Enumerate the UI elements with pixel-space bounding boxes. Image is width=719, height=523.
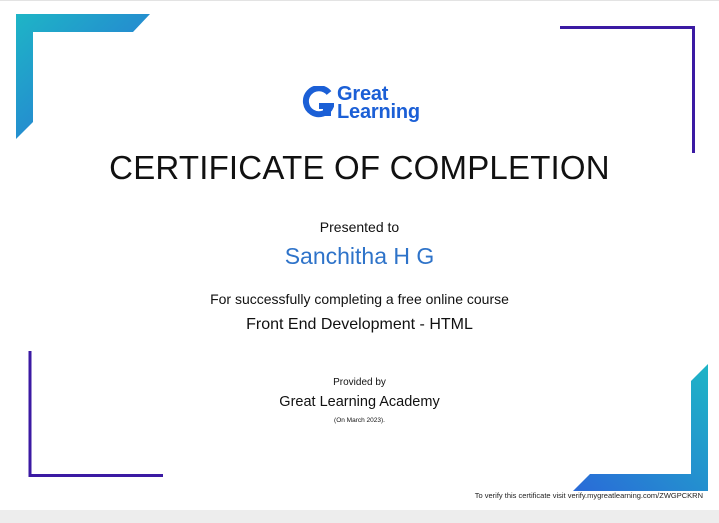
course-name: Front End Development - HTML <box>246 316 473 333</box>
recipient-name: Sanchitha H G <box>284 243 435 269</box>
provided-by-label: Provided by <box>333 377 386 388</box>
verification-link-text[interactable]: To verify this certificate visit verify.mygreatlearning.com/ZWGPCKRN <box>474 491 703 500</box>
completion-date: (On March 2023). <box>334 417 385 424</box>
viewer-bottom-strip <box>0 510 719 523</box>
presented-to-label: Presented to <box>319 219 400 235</box>
great-learning-logo <box>302 84 442 124</box>
g-logo-icon <box>302 86 334 120</box>
logo-word-learning: Learning <box>337 101 420 123</box>
provider-name: Great Learning Academy <box>279 394 440 410</box>
certificate-title: CERTIFICATE OF COMPLETION <box>109 149 610 186</box>
logo-word-great: Great <box>337 83 389 105</box>
completion-statement: For successfully completing a free online course <box>210 291 509 307</box>
bottom-left-corner-decoration <box>28 351 164 479</box>
top-left-corner-decoration <box>16 14 152 140</box>
top-right-corner-decoration <box>560 26 696 154</box>
